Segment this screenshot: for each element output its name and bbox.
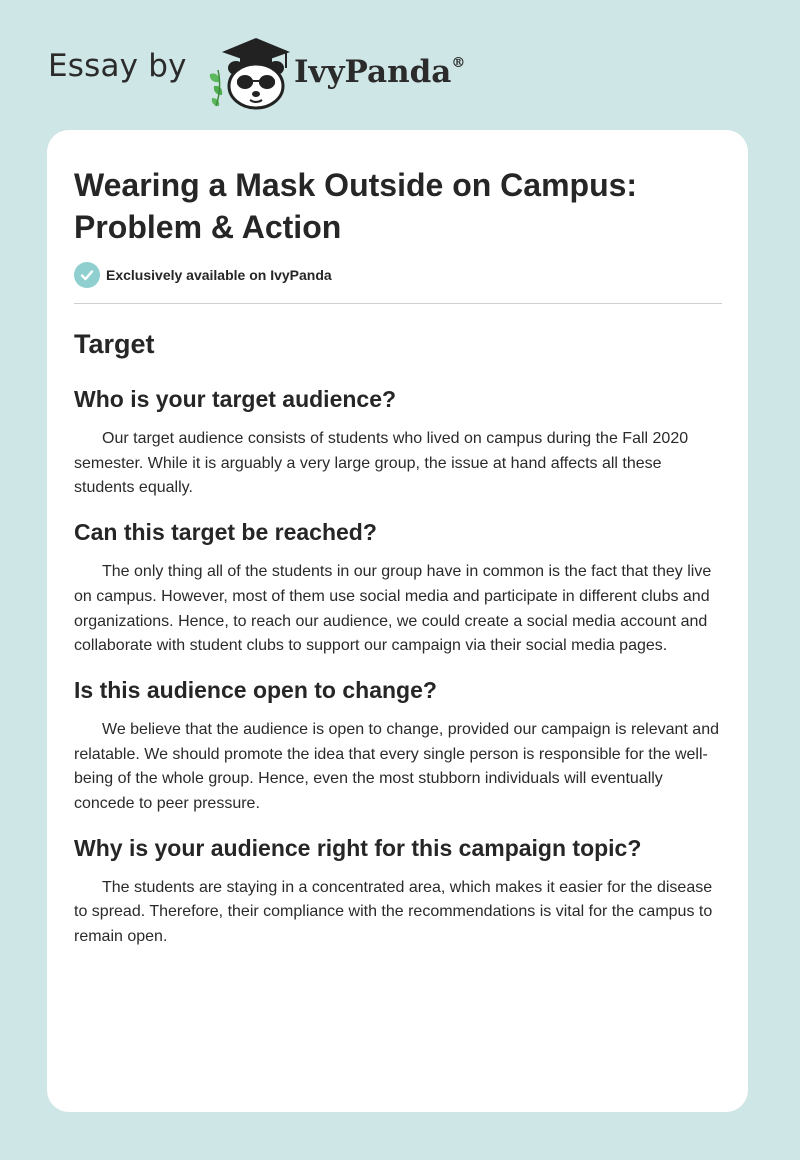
paragraph: The only thing all of the students in our group have in common is the fact that they live on campus. However, most of them use social media and participate in different clubs and organizations. Hence, to reach our audience, we could create a social media account and collaborate with student clubs to support our campaign via their social media pages. [74, 563, 712, 655]
site-header [48, 34, 548, 110]
check-icon [74, 262, 100, 288]
essay-card [47, 130, 748, 1112]
subheading: Who is your target audience? [74, 386, 397, 412]
subheading: Can this target be reached? [74, 519, 377, 546]
paragraph: Our target audience consists of students who lived on campus during the Fall 2020 semester. While it is arguably a very large group, the issue at hand affects all these students equally. [74, 430, 689, 497]
title-line-1: Wearing a Mask Outside on Campus: [74, 167, 638, 203]
page-title [74, 164, 714, 248]
essay-by-label: Essay by [48, 48, 187, 84]
exclusive-badge [74, 262, 332, 288]
divider [74, 303, 722, 304]
badge-label: Exclusively available on IvyPanda [106, 267, 332, 283]
paragraph: We believe that the audience is open to change, provided our campaign is relevant and relatable. We should promote the idea that every single person is responsible for the well-being of the whole group. Hence, even the most stubborn individuals will eventually concede to peer pressure. [74, 720, 719, 813]
paragraph: The students are staying in a concentrated area, which makes it easier for the disease to spread. Therefore, their compliance with the recommendations is vital for the campus to remain open. [74, 878, 713, 946]
subheading: Is this audience open to change? [74, 676, 437, 703]
title-line-2: Problem & Action [74, 209, 342, 245]
panda-graduate-logo-icon[interactable] [200, 34, 296, 110]
section-heading: Target [74, 329, 155, 359]
essay-content [74, 326, 724, 966]
subheading: Why is your audience right for this campaign topic? [74, 834, 642, 861]
brand-name[interactable]: IvyPanda® [294, 54, 466, 90]
